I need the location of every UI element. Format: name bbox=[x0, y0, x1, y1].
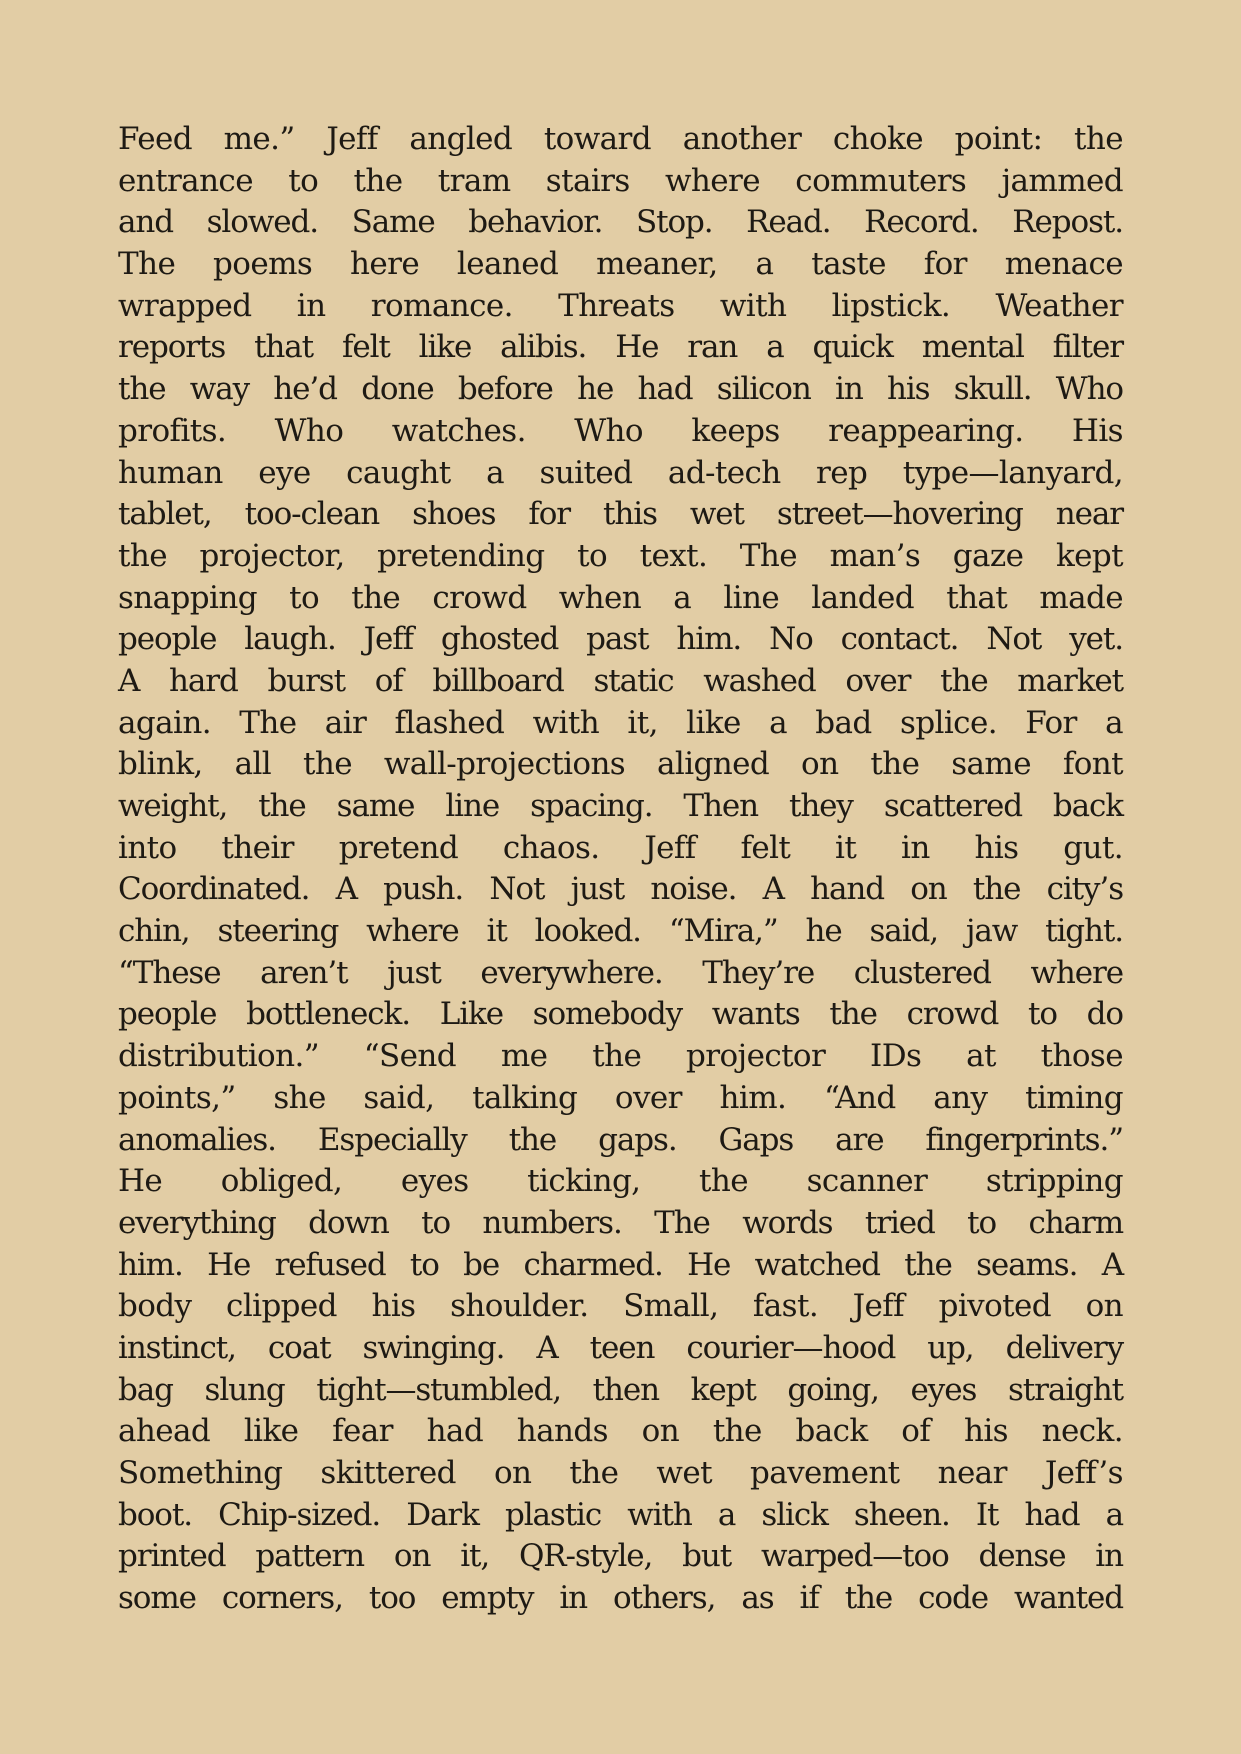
text-line: chin, steering where it looked. “Mira,” he said, jaw tight. bbox=[118, 913, 1123, 950]
text-line: Coordinated. A push. Not just noise. A hand on the city’s bbox=[118, 871, 1123, 908]
text-line: body clipped his shoulder. Small, fast. Jeff pivoted on bbox=[118, 1288, 1123, 1325]
text-line: into their pretend chaos. Jeff felt it in his gut. bbox=[118, 829, 1123, 866]
text-line: him. He refused to be charmed. He watched the seams. A bbox=[118, 1246, 1123, 1283]
text-line: some corners, too empty in others, as if the code wanted bbox=[118, 1580, 1123, 1617]
text-line: distribution.” “Send me the projector IDs at those bbox=[118, 1038, 1123, 1075]
text-line: people laugh. Jeff ghosted past him. No contact. Not yet. bbox=[118, 621, 1123, 658]
text-line: He obliged, eyes ticking, the scanner stripping bbox=[118, 1163, 1123, 1200]
text-line: points,” she said, talking over him. “And any timing bbox=[118, 1079, 1123, 1116]
text-line: again. The air flashed with it, like a bad splice. For a bbox=[118, 704, 1123, 741]
text-line: tablet, too-clean shoes for this wet street—hovering near bbox=[118, 496, 1123, 533]
text-line: everything down to numbers. The words tried to charm bbox=[118, 1204, 1123, 1241]
text-line: human eye caught a suited ad-tech rep type—lanyard, bbox=[118, 454, 1123, 491]
text-line: bag slung tight—stumbled, then kept going, eyes straight bbox=[118, 1371, 1123, 1408]
text-line: the way he’d done before he had silicon in his skull. Who bbox=[118, 371, 1123, 408]
text-line: profits. Who watches. Who keeps reappearing. His bbox=[118, 412, 1123, 449]
text-line: reports that felt like alibis. He ran a quick mental filter bbox=[118, 329, 1123, 366]
text-line: snapping to the crowd when a line landed that made bbox=[118, 579, 1123, 616]
document-page bbox=[118, 119, 1123, 1620]
text-line: blink, all the wall-projections aligned on the same font bbox=[118, 746, 1123, 783]
text-line: ahead like fear had hands on the back of his neck. bbox=[118, 1413, 1123, 1450]
text-line: boot. Chip-sized. Dark plastic with a slick sheen. It had a bbox=[118, 1496, 1123, 1533]
text-line: the projector, pretending to text. The man’s gaze kept bbox=[118, 537, 1123, 574]
text-line: “These aren’t just everywhere. They’re clustered where bbox=[118, 954, 1123, 991]
text-line: The poems here leaned meaner, a taste for menace bbox=[118, 246, 1123, 283]
text-line: printed pattern on it, QR-style, but warped—too dense in bbox=[118, 1538, 1123, 1575]
text-line: A hard burst of billboard static washed over the market bbox=[118, 662, 1123, 699]
text-line: weight, the same line spacing. Then they scattered back bbox=[118, 788, 1123, 824]
text-line: wrapped in romance. Threats with lipstick. Weather bbox=[118, 287, 1123, 324]
text-line: and slowed. Same behavior. Stop. Read. Record. Repost. bbox=[118, 204, 1123, 241]
text-line: Feed me.” Jeff angled toward another choke point: the bbox=[118, 121, 1123, 157]
text-line: entrance to the tram stairs where commuters jammed bbox=[118, 162, 1123, 199]
text-line: instinct, coat swinging. A teen courier—hood up, delivery bbox=[118, 1329, 1123, 1366]
text-line: people bottleneck. Like somebody wants the crowd to do bbox=[118, 996, 1123, 1033]
text-line: Something skittered on the wet pavement near Jeff’s bbox=[118, 1455, 1123, 1491]
text-line: anomalies. Especially the gaps. Gaps are fingerprints.” bbox=[118, 1121, 1123, 1158]
